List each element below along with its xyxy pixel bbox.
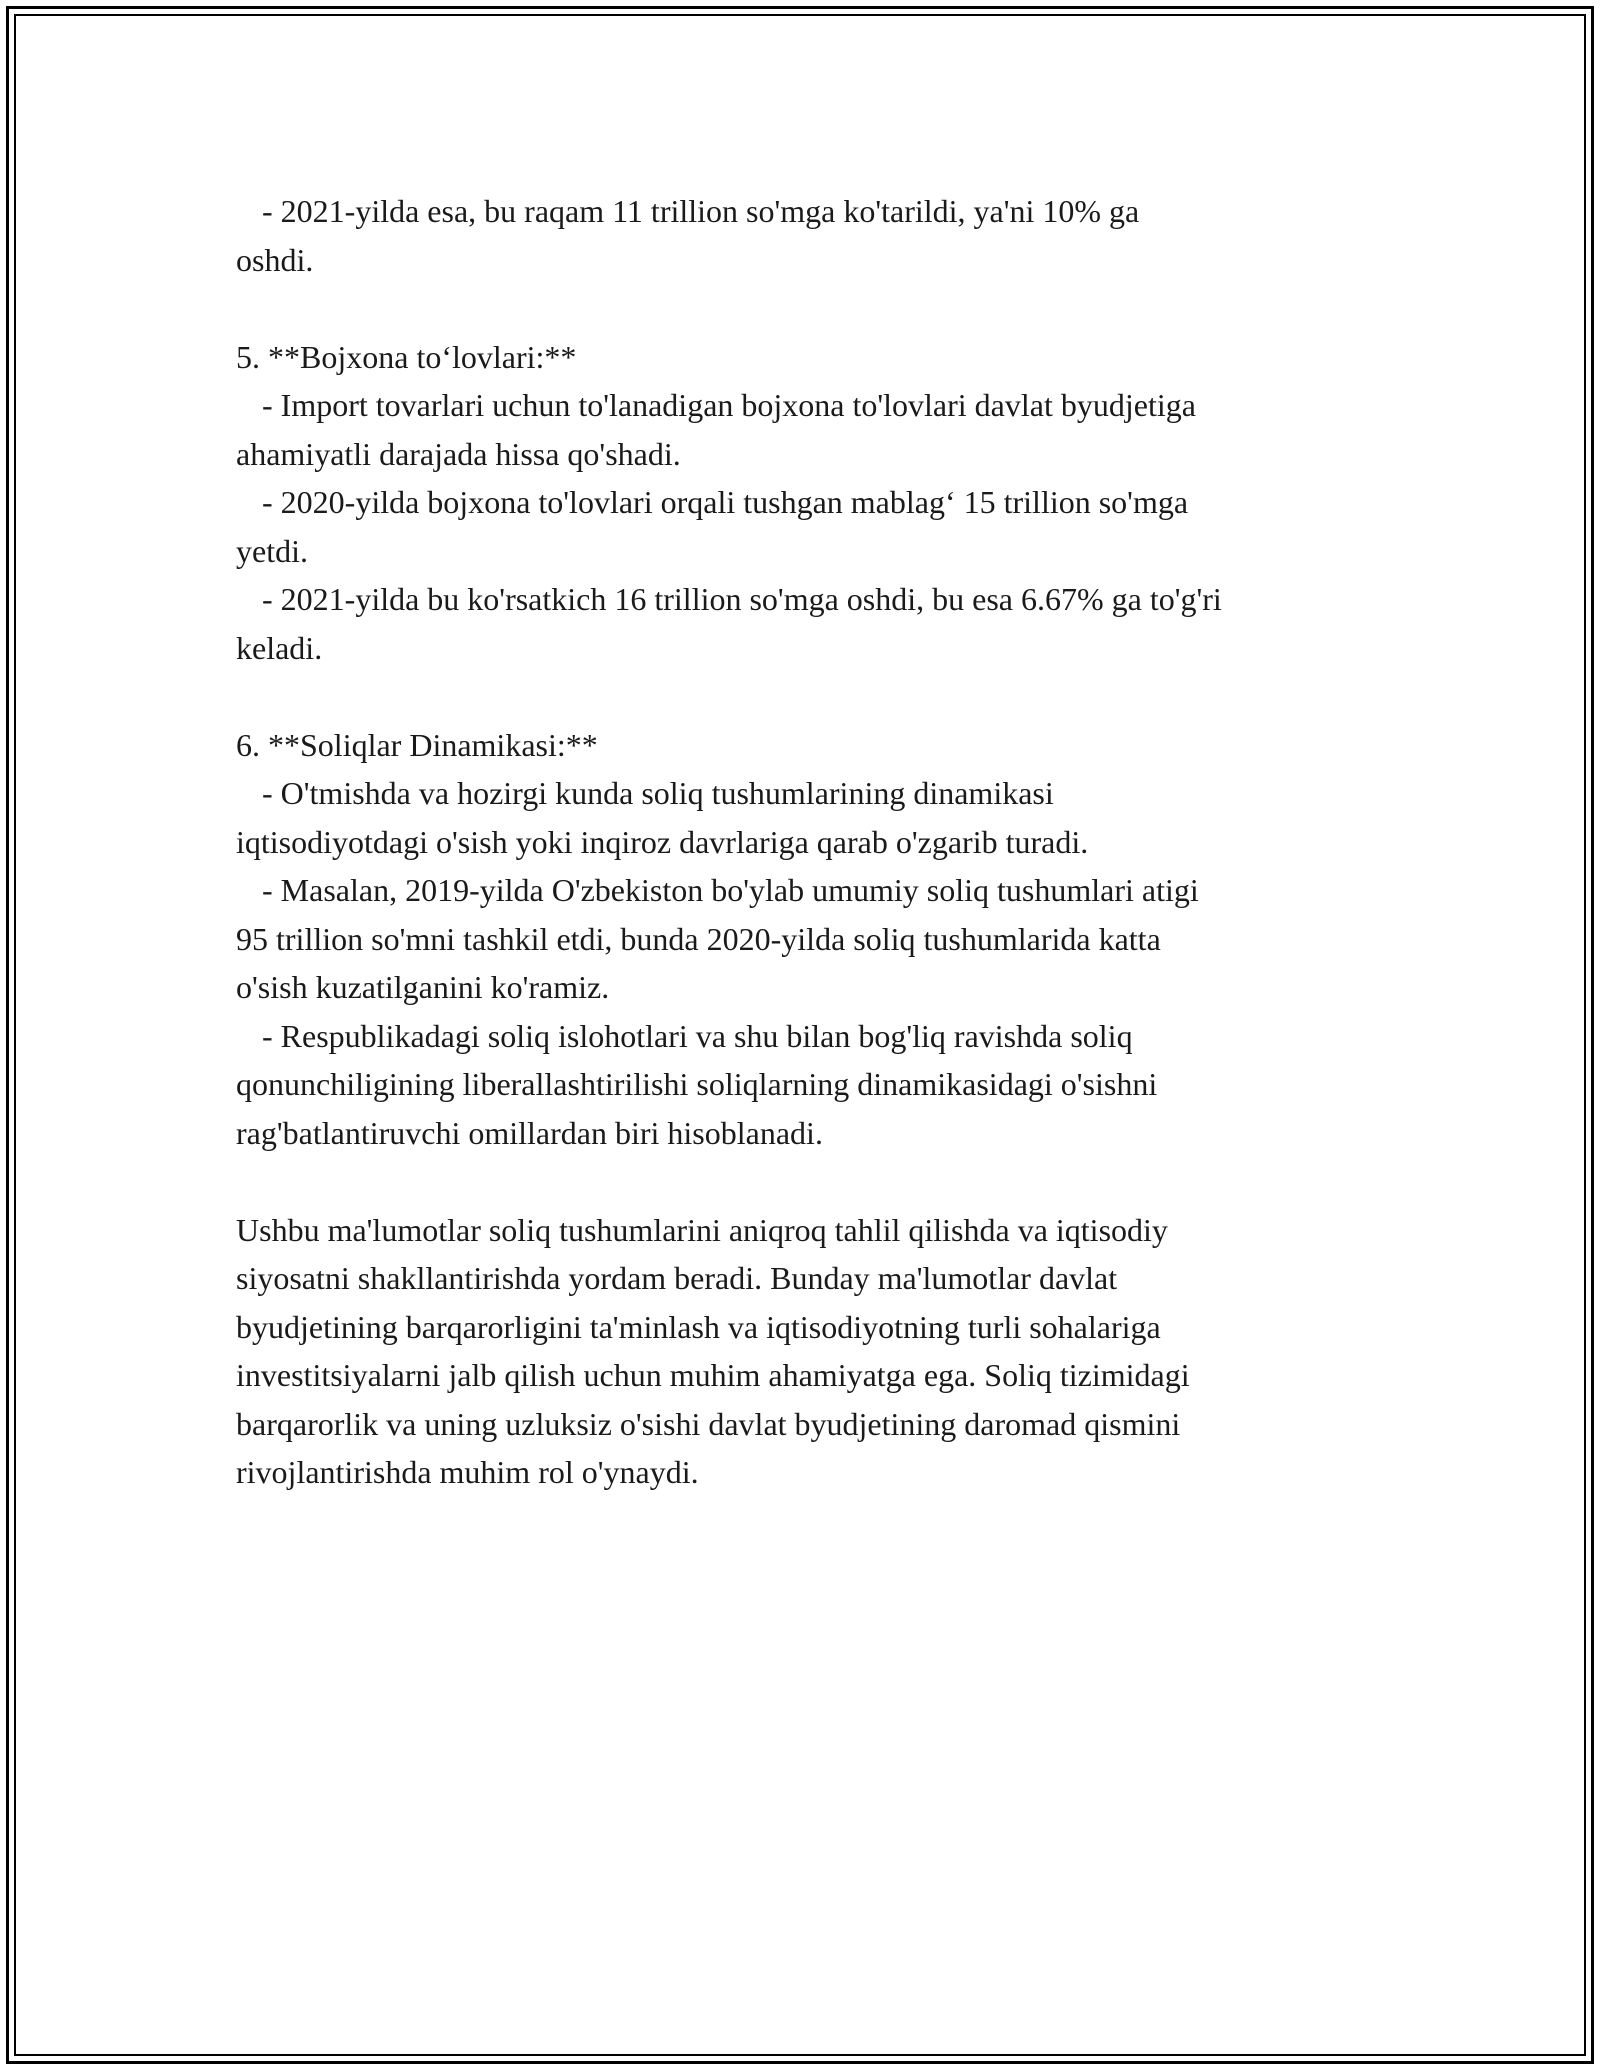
paragraph-gap (236, 1157, 1366, 1206)
bullet-line: - Import tovarlari uchun to'lanadigan bojxona to'lovlari davlat byudjetiga (262, 387, 1196, 423)
document-body (236, 187, 1366, 1497)
section-heading: 5. **Bojxona to‘lovlari:** (236, 338, 577, 375)
bullet-line: - 2020-yilda bojxona to'lovlari orqali tushgan mablag‘ 15 trillion so'mga (262, 484, 1189, 520)
list-item (236, 381, 1366, 478)
bullet-line: iqtisodiyotdagi o'sish yoki inqiroz davrlariga qarab o'zgarib turadi. (236, 823, 1089, 860)
top-bullet (236, 187, 1366, 284)
list-item (236, 769, 1366, 866)
section-heading: 6. **Soliqlar Dinamikasi:** (236, 726, 598, 763)
bullet-line: - O'tmishda va hozirgi kunda soliq tushumlarining dinamikasi (262, 775, 1054, 811)
conclusion-paragraph (236, 1206, 1366, 1497)
bullet-line: 95 trillion so'mni tashkil etdi, bunda 2020-yilda soliq tushumlarida katta (236, 920, 1161, 957)
paragraph-gap (236, 284, 1366, 333)
bullet-line: - Respublikadagi soliq islohotlari va shu bilan bog'liq ravishda soliq (262, 1017, 1133, 1054)
bullet-line: keladi. (236, 629, 323, 666)
paragraph-line: barqarorlik va uning uzluksiz o'sishi davlat byudjetining daromad qismini (236, 1405, 1181, 1442)
paragraph-line: byudjetining barqarorligini ta'minlash va iqtisodiyotning turli sohalariga (236, 1308, 1161, 1345)
bullet-line: rag'batlantiruvchi omillardan biri hisoblanadi. (236, 1114, 823, 1151)
bullet-line: ahamiyatli darajada hissa qo'shadi. (236, 435, 681, 472)
paragraph-line: Ushbu ma'lumotlar soliq tushumlarini aniqroq tahlil qilishda va iqtisodiy (236, 1211, 1168, 1248)
list-item (236, 478, 1366, 575)
list-item (236, 575, 1366, 672)
paragraph-line: rivojlantirishda muhim rol o'ynaydi. (236, 1454, 699, 1490)
bullet-line: oshdi. (236, 241, 314, 278)
list-item (236, 1012, 1366, 1158)
bullet-line: o'sish kuzatilganini ko'ramiz. (236, 969, 610, 1005)
bullet-line: - 2021-yilda esa, bu raqam 11 trillion so'mga ko'tarildi, ya'ni 10% ga (262, 193, 1140, 229)
section-6 (236, 721, 1366, 1158)
bullet-line: - Masalan, 2019-yilda O'zbekiston bo'ylab umumiy soliq tushumlari atigi (262, 872, 1199, 908)
paragraph-gap (236, 672, 1366, 721)
bullet-line: yetdi. (236, 532, 308, 569)
bullet-line: - 2021-yilda bu ko'rsatkich 16 trillion so'mga oshdi, bu esa 6.67% ga to'g'ri (262, 581, 1222, 617)
section-5 (236, 333, 1366, 673)
list-item (236, 866, 1366, 1012)
paragraph-line: investitsiyalarni jalb qilish uchun muhim ahamiyatga ega. Soliq tizimidagi (236, 1357, 1190, 1393)
bullet-line: qonunchiligining liberallashtirilishi soliqlarning dinamikasidagi o'sishni (236, 1066, 1158, 1102)
paragraph-line: siyosatni shakllantirishda yordam beradi. Bunday ma'lumotlar davlat (236, 1260, 1118, 1296)
